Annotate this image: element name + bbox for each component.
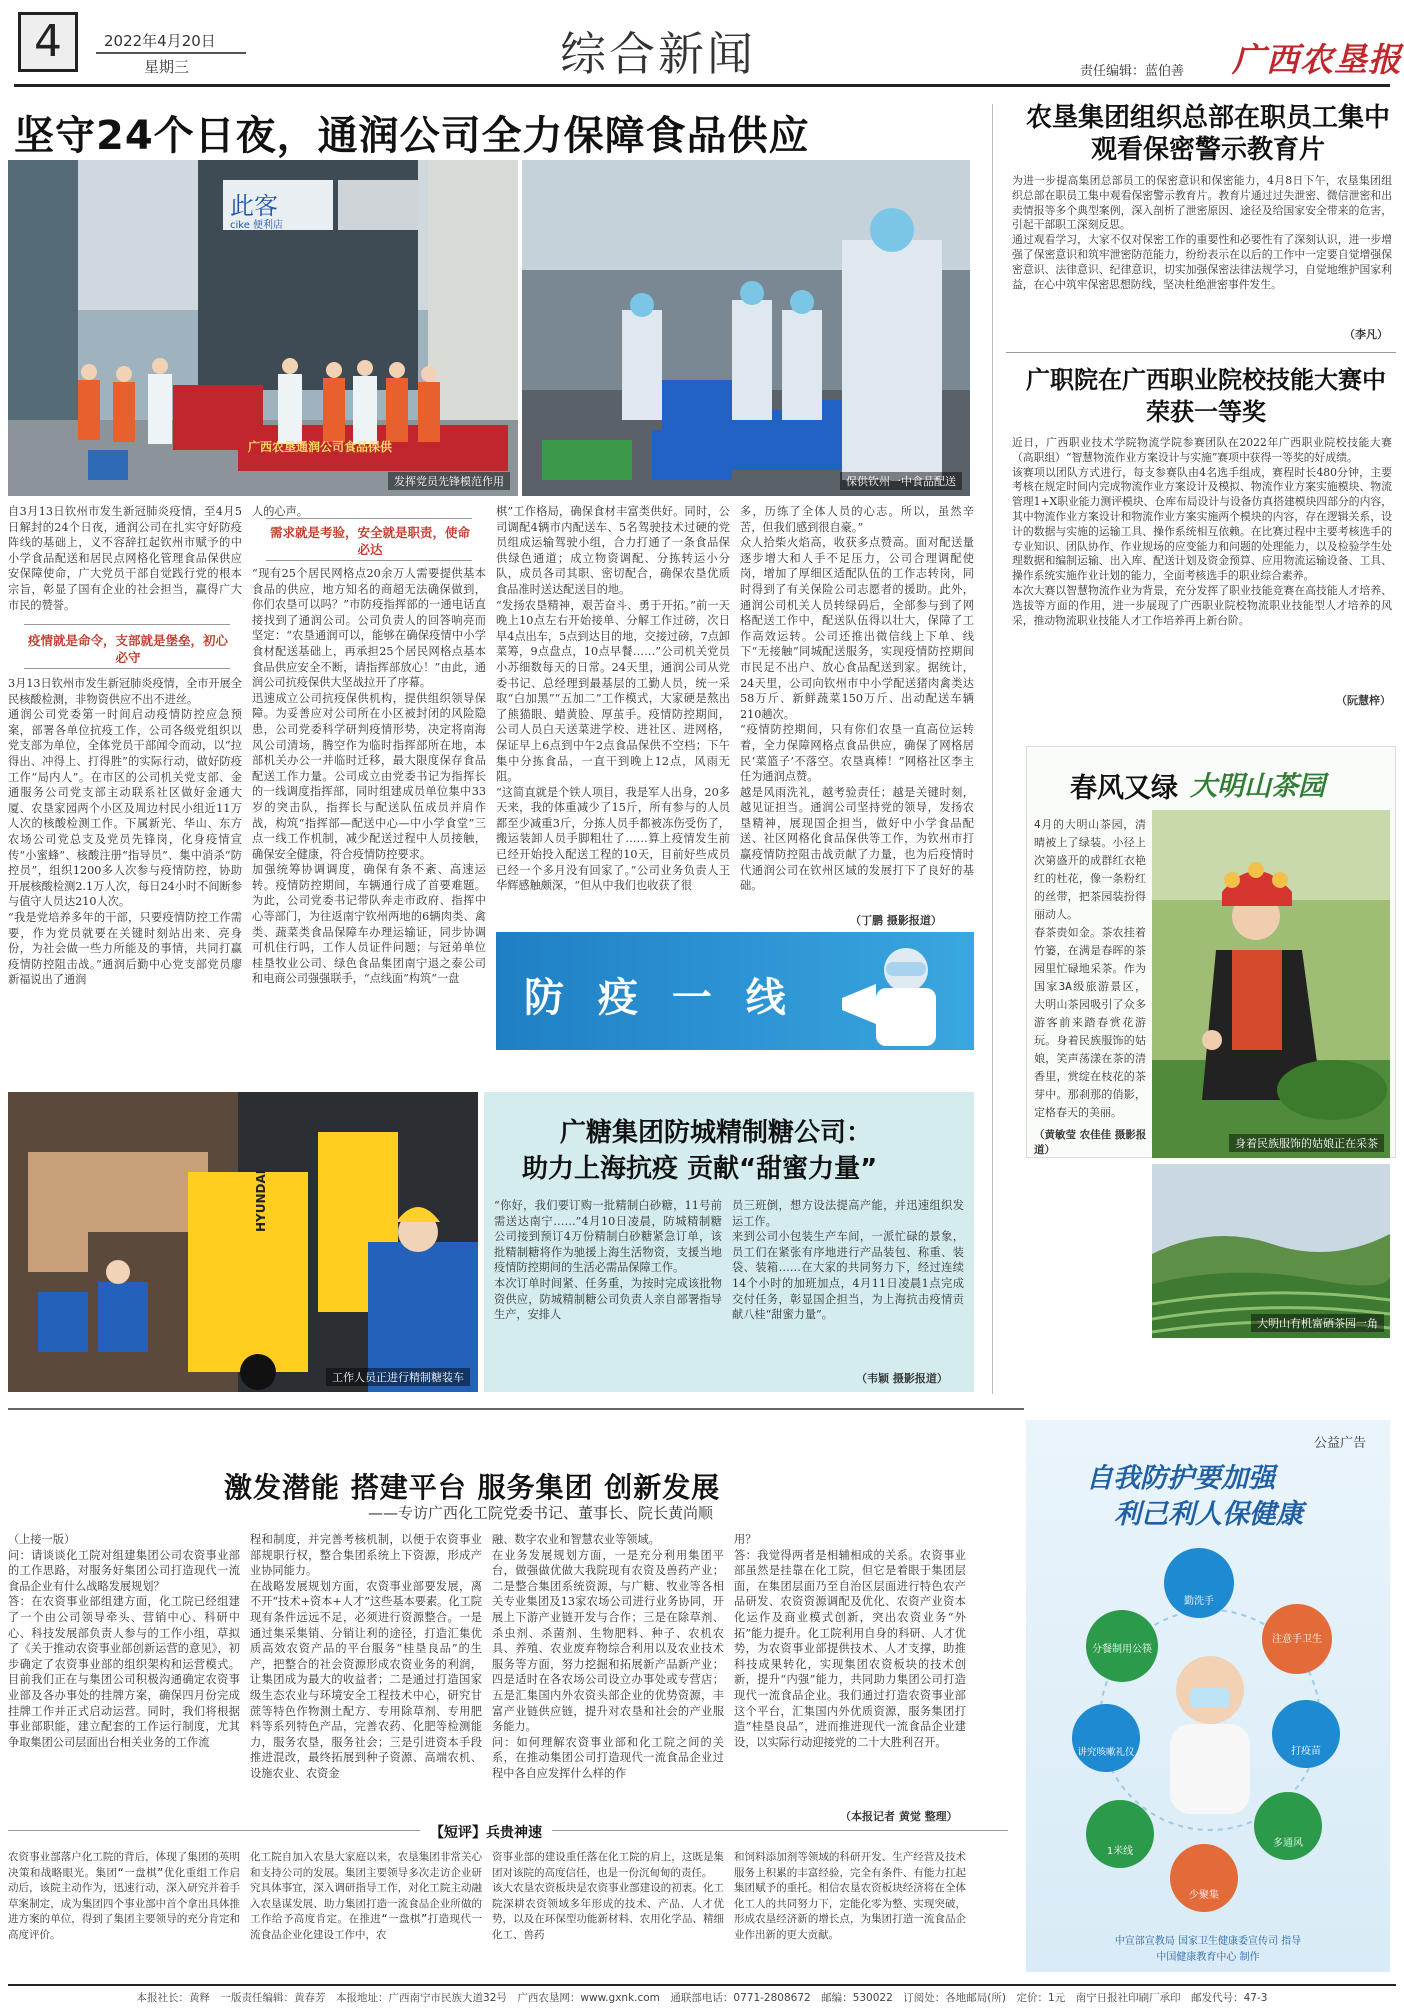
lead-col3-text: 棋”工作格局，确保食材丰富类供好。同时，公司调配4辆市内配送车、5名驾驶技术过硬的党员组成运输驾驶小组，合力打通了一条食品保供绿色通道；成立物资调配、分拣转运小分队，成员各司其职、密切配合，确保农垦优质食品准时送达配送目的地。 “发扬农垦精神，艰苦奋斗、勇于开拓。”前一天晚上10点左右开始接单、分解工作过磅，次日早4点出车，5点到达目的地，交接过磅，7点卸菜筹，9点盘点，10点早餐……”公司机关党员小苏细数每天的日常。24天里，通润公司从党委书记、总经理到最基层的工勤人员，统一采取“白加黑”“五加二”工作模式，大家硬是熬出了熊猫眼、蜡黄脸、厚茧手。疫情防控期间，公司人员白天送菜进学校、进社区、进网格，保证早上6点到中午2点食品保供不空档；下午集中分拣食品，一直干到晚上12点，风雨无阻。 “这简直就是个铁人项目，我是军人出身，20多天来，我的体重减少了15斤，所有参与的人员都至少减重3斤，分拣人员手都被冻伤受伤了，搬运装卸人员手脚粗壮了……算上疫情发生前已经开始投入配送工程的10天，目前好些成员已经一个多月没有回家了。”公司业务负责人王华辉感触颇深，“但从中我们也收获了很 [496, 505, 730, 893]
tea-title-prefix[interactable]: 春风又绿 [1070, 773, 1178, 804]
ventilate-icon: 多通风 [1273, 1838, 1303, 1849]
tea-garden-illustration [1152, 1164, 1390, 1338]
tea-girl-illustration [1152, 810, 1390, 1158]
interview-headline[interactable]: 激发潜能 搭建平台 服务集团 创新发展 [224, 1471, 721, 1504]
store-sign: 此客 [230, 192, 278, 220]
interview-col1: （上接一版） 问：请谈谈化工院对组建集团公司农资事业部的工作思路，对服务好集团公司打造现代一流食品企业有什么战略发展规划？ 答：在农资事业部组建方面，化工院已经组建了一个由公司领导牵头、营销中心、科研中心、科技发展部负责人参与的工作小组，草拟了《关于推动农资事业部创新运营的意见》，初步确定了农资事业部的组织架构和运营模式。目前我们正在与集团公司积极沟通确定农资事业部及各办事处的挂牌方案，确保四月份完成挂牌工作并正式启动运营。同时，我们将根据事业部职能，建立配套的工作运行制度，尤其争取集团公司层面出台相关业务的工作流 [8, 1533, 240, 1749]
short-review-col4: 和饲料添加剂等领域的科研开发、生产经营及技术服务上积累的丰富经验，完全有条件、有能力扛起集团赋予的重托。相信农垦农资板块经济将在全体化工人的共同努力下，定能化零为整、实现突破，形成农垦经济新的增长点，为集团打造一流食品企业作出新的更大贡献。 [734, 1851, 966, 1941]
interview-byline: （本报记者 黄觉 整理） [840, 1810, 958, 1823]
forklift-photo-illustration [8, 1092, 478, 1392]
short-review-title[interactable]: 【短评】兵贵神速 [420, 1822, 552, 1842]
security-body: 为进一步提高集团总部员工的保密意识和保密能力，4月8日下午，农垦集团组织总部在职员工集中观看保密警示教育片。教育片通过过失泄密、微信泄密和出卖情报等多个典型案例，深入剖析了泄密原因、途径及给国家安全带来的危害，引起干部职工深刻反思。 通过观看学习，大家不仅对保密工作的重要性和必要性有了深刻认识，进一步增强了保密意识和筑牢泄密防范能力，纷纷表示在以后的工作中一定要自觉增强保密意识、法律意识、纪律意识，切实加强保密法律法规学习，自觉地维护国家利益，在心中筑牢保密思想防线，坚决杜绝泄密事件发生。 [1012, 174, 1392, 291]
award-headline[interactable]: 广职院在广西职业院校技能大赛中荣获一等奖 [1026, 366, 1386, 426]
sugar-headline-line2[interactable]: 助力上海抗疫 贡献“甜蜜力量” [522, 1154, 878, 1184]
distance-icon: 1米线 [1106, 1846, 1134, 1857]
section-title: 综合新闻 [560, 27, 756, 81]
sugar-photo-caption: 工作人员正进行精制糖装车 [326, 1368, 470, 1386]
tea-photo-garden[interactable] [1152, 1164, 1390, 1338]
lead-col1-para2: 3月13日钦州市发生新冠肺炎疫情，全市开展全民核酸检测，非物资供应不出不进丝。 通润公司党委第一时间启动疫情防控应急预案，部署各单位抗疫工作，公司各级党组织以党支部为单位，全体党员干部闻令而动，以“拉得出、冲得上、打得胜”的实际行动，做好防疫工作“局内人”。在市区的公司机关党支部、金通服务公司党支部主动联系社区做好金通大厦、农垦家园两个小区及周边村民小组近11万人次的核酸检测工作。下属新光、华山、东方农场公司党总支及党员先锋岗，化身疫情宣传“小蜜蜂”、核酸注册“指导员”、集中消杀“防控员”，组织1200多人次参与疫情防控，协助开展核酸检测2.1万人次，每日24小时不间断参与值守人员达210人次。 “我是党培养多年的干部，只要疫情防控工作需要，作为党员就要在关键时刻站出来、亮身份，为社会做一些力所能及的事情，共同打赢疫情防控阻击战。”通润后勤中心党支部党员廖新福说出了通润 [8, 677, 242, 987]
forklift-brand: HYUNDAI [254, 1169, 268, 1232]
lead-col2-subhead: 需求就是考验，安全就是职责，使命必达 [270, 525, 471, 557]
psa-line2: 利己利人保健康 [1114, 1499, 1303, 1530]
tea-title-accent[interactable]: 大明山茶园 [1190, 771, 1325, 802]
psa-item-vaccine [1272, 1700, 1340, 1768]
megaphone-icon [836, 938, 956, 1046]
lead-col4-text: 多，历练了全体人员的心志。所以，虽然辛苦，但我们感到很自豪。” 众人拾柴火焰高，收获多点赞高。面对配送量逐步增大和人手不足压力，公司合理调配使岗，增加了厚细区适配队伍的工作志转岗，同时得到了有关保险公司志愿者的援助。此外，通润公司机关人员转绿码后，全部参与到了网格配送工作中，配送队伍得以壮大，保障了工作高效运转。公司还推出微信线上下单、线下“无接触”同城配送服务，实现疫情防控期间市民足不出户、放心食品配送到家。据统计，24天里，公司向钦州市中小学配送猪肉禽类达58万斤、新鲜蔬菜150万斤、出动配送车辆210趟次。 “疫情防控期间，只有你们农垦一直高位运转着，全力保障网格点食品供应，确保了网格居民‘菜篮子’不落空。农垦真棒！”网格社区李主任为通润点赞。 越是风雨洗礼，越考验责任；越是关键时刻，越见证担当。通润公司坚持党的领导，发扬农垦精神，展现国企担当，做好中小学食品配送、社区网格化食品保供等工作，为钦州市打赢疫情防控阻击战贡献了力量，也为后疫情时代通润公司在钦州区域的发展打下了良好的基础。 [740, 505, 974, 893]
lead-col1-subhead: 疫情就是命令，支部就是堡垒，初心必守 [28, 633, 229, 665]
page-number-box [18, 12, 78, 72]
lead-photo-volunteers[interactable] [8, 160, 518, 496]
page-footer: 本报社长：黄释 一版责任编辑：黄春芳 本报地址：广西南宁市民族大道32号 广西农垦网：www.gxnk.com 通联部电话：0771-2808672 邮编：530022 订阅处：各地邮局(所) 定价：1元 南宁日报社印刷厂承印 邮发代号：47-3 [136, 1992, 1268, 2004]
psa-item-hygiene [1262, 1604, 1332, 1674]
issue-date: 2022年4月20日 [104, 32, 216, 50]
lead-photo1-caption: 发挥党员先锋模范作用 [388, 472, 510, 490]
hygiene-icon: 注意手卫生 [1272, 1634, 1322, 1645]
psa-footer1: 中宣部宣教局 国家卫生健康委宣传司 指导 [1114, 1936, 1302, 1947]
chopsticks-icon: 分餐制用公筷 [1092, 1644, 1152, 1655]
delivery-photo-illustration [522, 160, 970, 496]
interview-col2: 程和制度，并完善考核机制，以便于农资事业部规职行权，整合集团系统上下资源，形成产业协同能力。 在战略发展规划方面，农资事业部要发展，离不开“技术+资本+人才”这些基本要素。化工院现有条件远远不足，必须进行资源整合。一是通过集采集销、分销让利的途径，打造汇集优质高效农资产品的平台服务“桂垦良品”的生产，把整合的社会资源形成农资业务的利润，让集团成为最大的收益者；二是通过打造国家级生态农业与环境安全工程技术中心，研究甘蔗等特色作物测土配方、专用除草剂、专用肥料等系列特色产品，完善农药、化肥等检测能力，服务农垦，服务社会；三是引进资本手段推进混改，最终拓展到种子资源、高端农机、设施农业、农资金 [250, 1533, 482, 1780]
fangyi-banner[interactable] [496, 932, 974, 1050]
sugar-photo-forklift[interactable] [8, 1092, 478, 1392]
tea-photo2-caption: 大明山有机富硒茶园一角 [1251, 1314, 1384, 1332]
tea-photo1-caption: 身着民族服饰的姑娘正在采茶 [1229, 1134, 1384, 1152]
page-editor: 责任编辑：蓝伯善 [1080, 64, 1185, 79]
page-number: 4 [34, 16, 62, 67]
vaccine-icon: 打疫苗 [1291, 1746, 1321, 1757]
cough-icon: 讲究咳嗽礼仪 [1077, 1747, 1135, 1758]
hand-wash-icon: 勤洗手 [1184, 1596, 1214, 1607]
psa-item-chopsticks [1086, 1610, 1158, 1682]
tea-body: 4月的大明山茶园，清晴被上了绿装。小径上次第盛开的成群红衣艳红的杜花，像一条粉红的丝带，把茶园装扮得丽动人。 春茶贵如金。茶农挂着竹篓，在满是春晖的茶园里忙碌地采茶。作为国家3A级旅游景区，大明山茶园吸引了众多游客前来踏春赏花游玩。身着民族服饰的姑娘，笑声荡漾在茶的清香里，赏绽在枝花的茶芽中。那刹那的俏影，定格春天的美丽。 [1034, 818, 1146, 1119]
psa-label: 公益广告 [1314, 1436, 1367, 1451]
psa-item-cough [1072, 1704, 1140, 1772]
issue-weekday: 星期三 [144, 58, 190, 76]
short-review-col3: 资事业部的建设重任落在化工院的肩上，这既是集团对该院的高度信任，也是一份沉甸甸的责任。 该大农垦农资板块是农资事业部建设的初衷。化工院深耕农资领域多年形成的技术、产品、人才优势，以及在环保型功能新材料、农用化学品、精细化工、兽药 [492, 1851, 724, 1941]
fangyi-banner-text: 防 疫 一 线 [524, 975, 796, 1021]
no-gathering-icon: 少聚集 [1189, 1890, 1219, 1901]
psa-footer2: 中国健康教育中心 制作 [1156, 1952, 1260, 1963]
newspaper-logo: 广西农垦报 [1232, 40, 1402, 79]
photo1-banner-text: 广西农垦通润公司食品保供 [248, 440, 393, 454]
sugar-byline: （韦颖 摄影报道） [856, 1372, 948, 1385]
lead-photo2-caption: 保供钦州一中食品配送 [840, 472, 962, 490]
interview-subheadline: ——专访广西化工院党委书记、董事长、院长黄尚顺 [368, 1504, 714, 1522]
psa-line1: 自我防护要加强 [1086, 1463, 1275, 1494]
lead-col2-para1: 人的心声。 [252, 505, 308, 518]
security-byline: （李凡） [1344, 328, 1388, 341]
sugar-col2: 员三班倒，想方设法提高产能，并迅速组织发运工作。 来到公司小包装生产车间，一派忙碌的景象，员工们在紧张有序地进行产品装包、称重、装袋、装箱……在大家的共同努力下，经过连续14个小时的加班加点，4月11日凌晨1点完成交付任务，彰显国企担当，为上海抗击疫情贡献八桂“甜蜜力量”。 [732, 1199, 964, 1322]
lead-byline: （丁鹏 摄影报道） [850, 914, 942, 927]
psa-item-ventilate [1254, 1792, 1322, 1860]
sugar-col1: “你好，我们要订购一批精制白砂糖，11号前需送达南宁……”4月10日凌晨，防城精制糖公司接到预订4万份精制白砂糖紧急订单，该批精制糖将作为驰援上海生活物资，支援当地疫情防控期间的生活必需品保障工作。 本次订单时间紧、任务重，为按时完成该批物资供应，防城精制糖公司负责人亲自部署指导生产，安排人 [494, 1199, 722, 1322]
interview-col3: 融、数字农业和智慧农业等领域。 在业务发展规划方面，一是充分利用集团平台，做强做优做大我院现有农资及兽药产业；二是整合集团系统资源，与广糖、牧业等各相关专业集团及13家农场公司进行业务协同，开展上下游产业链开发与合作；三是在除草剂、杀虫剂、杀菌剂、生物肥料、种子、农机农具、养殖、农业废弃物综合利用以及农业技术服务等方面，努力挖掘和拓展新产品新产业；四是适时在各农场公司设立办事处或专营店；五是汇集国内外农资头部企业的优势资源，丰富产业链供应链，提升对农垦和社会的产业服务能力。 问：如何理解农资事业部和化工院之间的关系，在推动集团公司打造现代一流食品企业过程中各自应发挥什么样的作 [492, 1533, 724, 1780]
lead-col1-para1: 自3月13日钦州市发生新冠肺炎疫情，至4月5日解封的24个日夜，通润公司在扎实守好防疫阵线的基础上，义不容辞扛起钦州市赋予的中小学食品配送和居民点网格化管理食品保供应安保障使命，广大党员干部自觉践行党的根本宗旨，彰显了国有企业的社会担当，赢得广大市民的赞誉。 [8, 505, 242, 612]
lead-photo-delivery[interactable] [522, 160, 970, 496]
short-review-col2: 化工院自加入农垦大家庭以来，农垦集团非常关心和支持公司的发展。集团主要领导多次走访企业研究具体事宜，深入调研指导工作，对化工院主动融入农垦谋发展、助力集团打造一流食品企业所做的工作给予高度肯定。在推进“一盘棋”打造现代一流食品企业化建设工作中，农 [250, 1851, 482, 1941]
psa-item-distance [1086, 1800, 1154, 1868]
interview-col4: 用？ 答：我觉得两者是相辅相成的关系。农资事业部虽然是挂靠在化工院，但它是着眼于集团层面，在集团层面乃至自治区层面进行特色农产品研发、农资资源调配及优化、农资产业资本化运作及商业模式创新，突出农资业务“外拓”能力提升。化工院利用自身的科研、人才优势，为农资事业部提供技术、人才支撑，助推科技成果转化，实现集团农资板块的技术创新，提升“内强”能力，共同助力集团公司打造现代一流食品企业。我们通过打造农资事业部这个平台，汇集国内外优质资源，服务集团打造“桂垦良品”，进而推进现代一流食品企业建设，以实际行动迎接党的二十大胜利召开。 [734, 1533, 966, 1749]
store-sign-sub: cike 便利店 [230, 220, 284, 231]
tea-photo-girl[interactable] [1152, 810, 1390, 1158]
psa-item-hand-wash [1164, 1548, 1234, 1618]
lead-col2-para2: “现有25个居民网格点20余万人需要提供基本食品的供应，地方知名的商超无法确保做到，你们农垦可以吗？”市防疫指挥部的一通电话直接找到了通润公司。公司负责人的回答响亮而坚定：“农垦通润可以，能够在确保疫情中小学食材配送基础上，再承担25个居民网格点基本食品供应安全不断，请指挥部放心！”由此，通润公司抗疫保供大坚战拉开了序幕。 迅速成立公司抗疫保供机构，提供组织领导保障。为妥善应对公司所在小区被封闭的风险隐患，公司党委科学研判疫情形势，决定将南海风公司清场，腾空作为临时指挥部所在地，本部机关办公一并临时迁移，最大限度保存食品配送工作力量。公司成立由党委书记为指挥长的一线调度指挥部，同时组建成员单位集中33岁的突击队，指挥长与配送队伍成员并肩作战，构筑“指挥部—配送中心—中小学食堂”三点一线工作机制，减少配送过程中人员接触，确保安全健康，符合疫情防控要求。 加强统筹协调调度，确保有条不紊、高速运转。疫情防控期间，车辆通行成了首要难题。为此，公司党委书记带队奔走市政府、指挥中心等部门，为往返南宁钦州两地的6辆肉类、禽类、蔬菜类食品保障车办理运输证，同步协调可机住行吗，工作人员证件问题；与冠弟单位桂垦牧业公司、绿色食品集团南宁退之泰公司和电商公司强强联手，“点线面”构筑“一盘 [252, 567, 486, 986]
sugar-headline-line1[interactable]: 广糖集团防城精制糖公司： [560, 1118, 873, 1148]
award-body: 近日，广西职业技术学院物流学院参赛团队在2022年广西职业院校技能大赛（高职组）“智慧物流作业方案设计与实施”赛项中获得一等奖的好成绩。 该赛项以团队方式进行，每支参赛队由4名选手组成，赛程时长480分钟，主要考核在规定时间内完成物流作业方案设计及模拟、物流作业方案实施模块、物流管理1+X职业能力测评模块、仓库布局设计与设备仿真搭建模块四部分的内容，其中物流作业方案设计和物流作业方案实施两个模块的内容，存在逻辑关系，设计的数据与实施的运输工具、操作系统相互依赖。在比赛过程中主要考核选手的专业知识、团队协作、作业规场的应变能力和问题的处理能力，以及检验学生处理数据和编制运输、出入库、配送计划及资金预算、应用物流运输设备、工具、操作系统实施作业计划的能力，全面考核选手的职业综合素养。 本次大赛以智慧物流作业为背景，充分发挥了职业技能竞赛在高技能人才培养、选拔等方面的作用，进一步展现了广西职业院校物流职业技能型人才培养的风采，推动物流职业技能人才工作培养再上新台阶。 [1012, 436, 1392, 627]
short-review-col1: 农资事业部落户化工院的背后，体现了集团的英明决策和战略眼光。集团“一盘棋”优化重组工作启动后，该院主动作为，迅速行动，深入研究并着手草案制定，成为集团四个事业部中首个拿出具体推进方案的单位，得到了集团主要领导的充分肯定和高度评价。 [8, 1851, 240, 1941]
security-headline[interactable]: 农垦集团组织总部在职员工集中观看保密警示教育片 [1025, 103, 1390, 165]
psa-item-no-gathering [1170, 1844, 1238, 1912]
award-byline: （阮慧梓） [1336, 694, 1391, 707]
tea-byline: （黄敏莹 农佳佳 摄影报道） [1034, 1129, 1147, 1156]
lead-headline[interactable]: 坚守24个日夜，通润公司全力保障食品供应 [14, 113, 810, 159]
